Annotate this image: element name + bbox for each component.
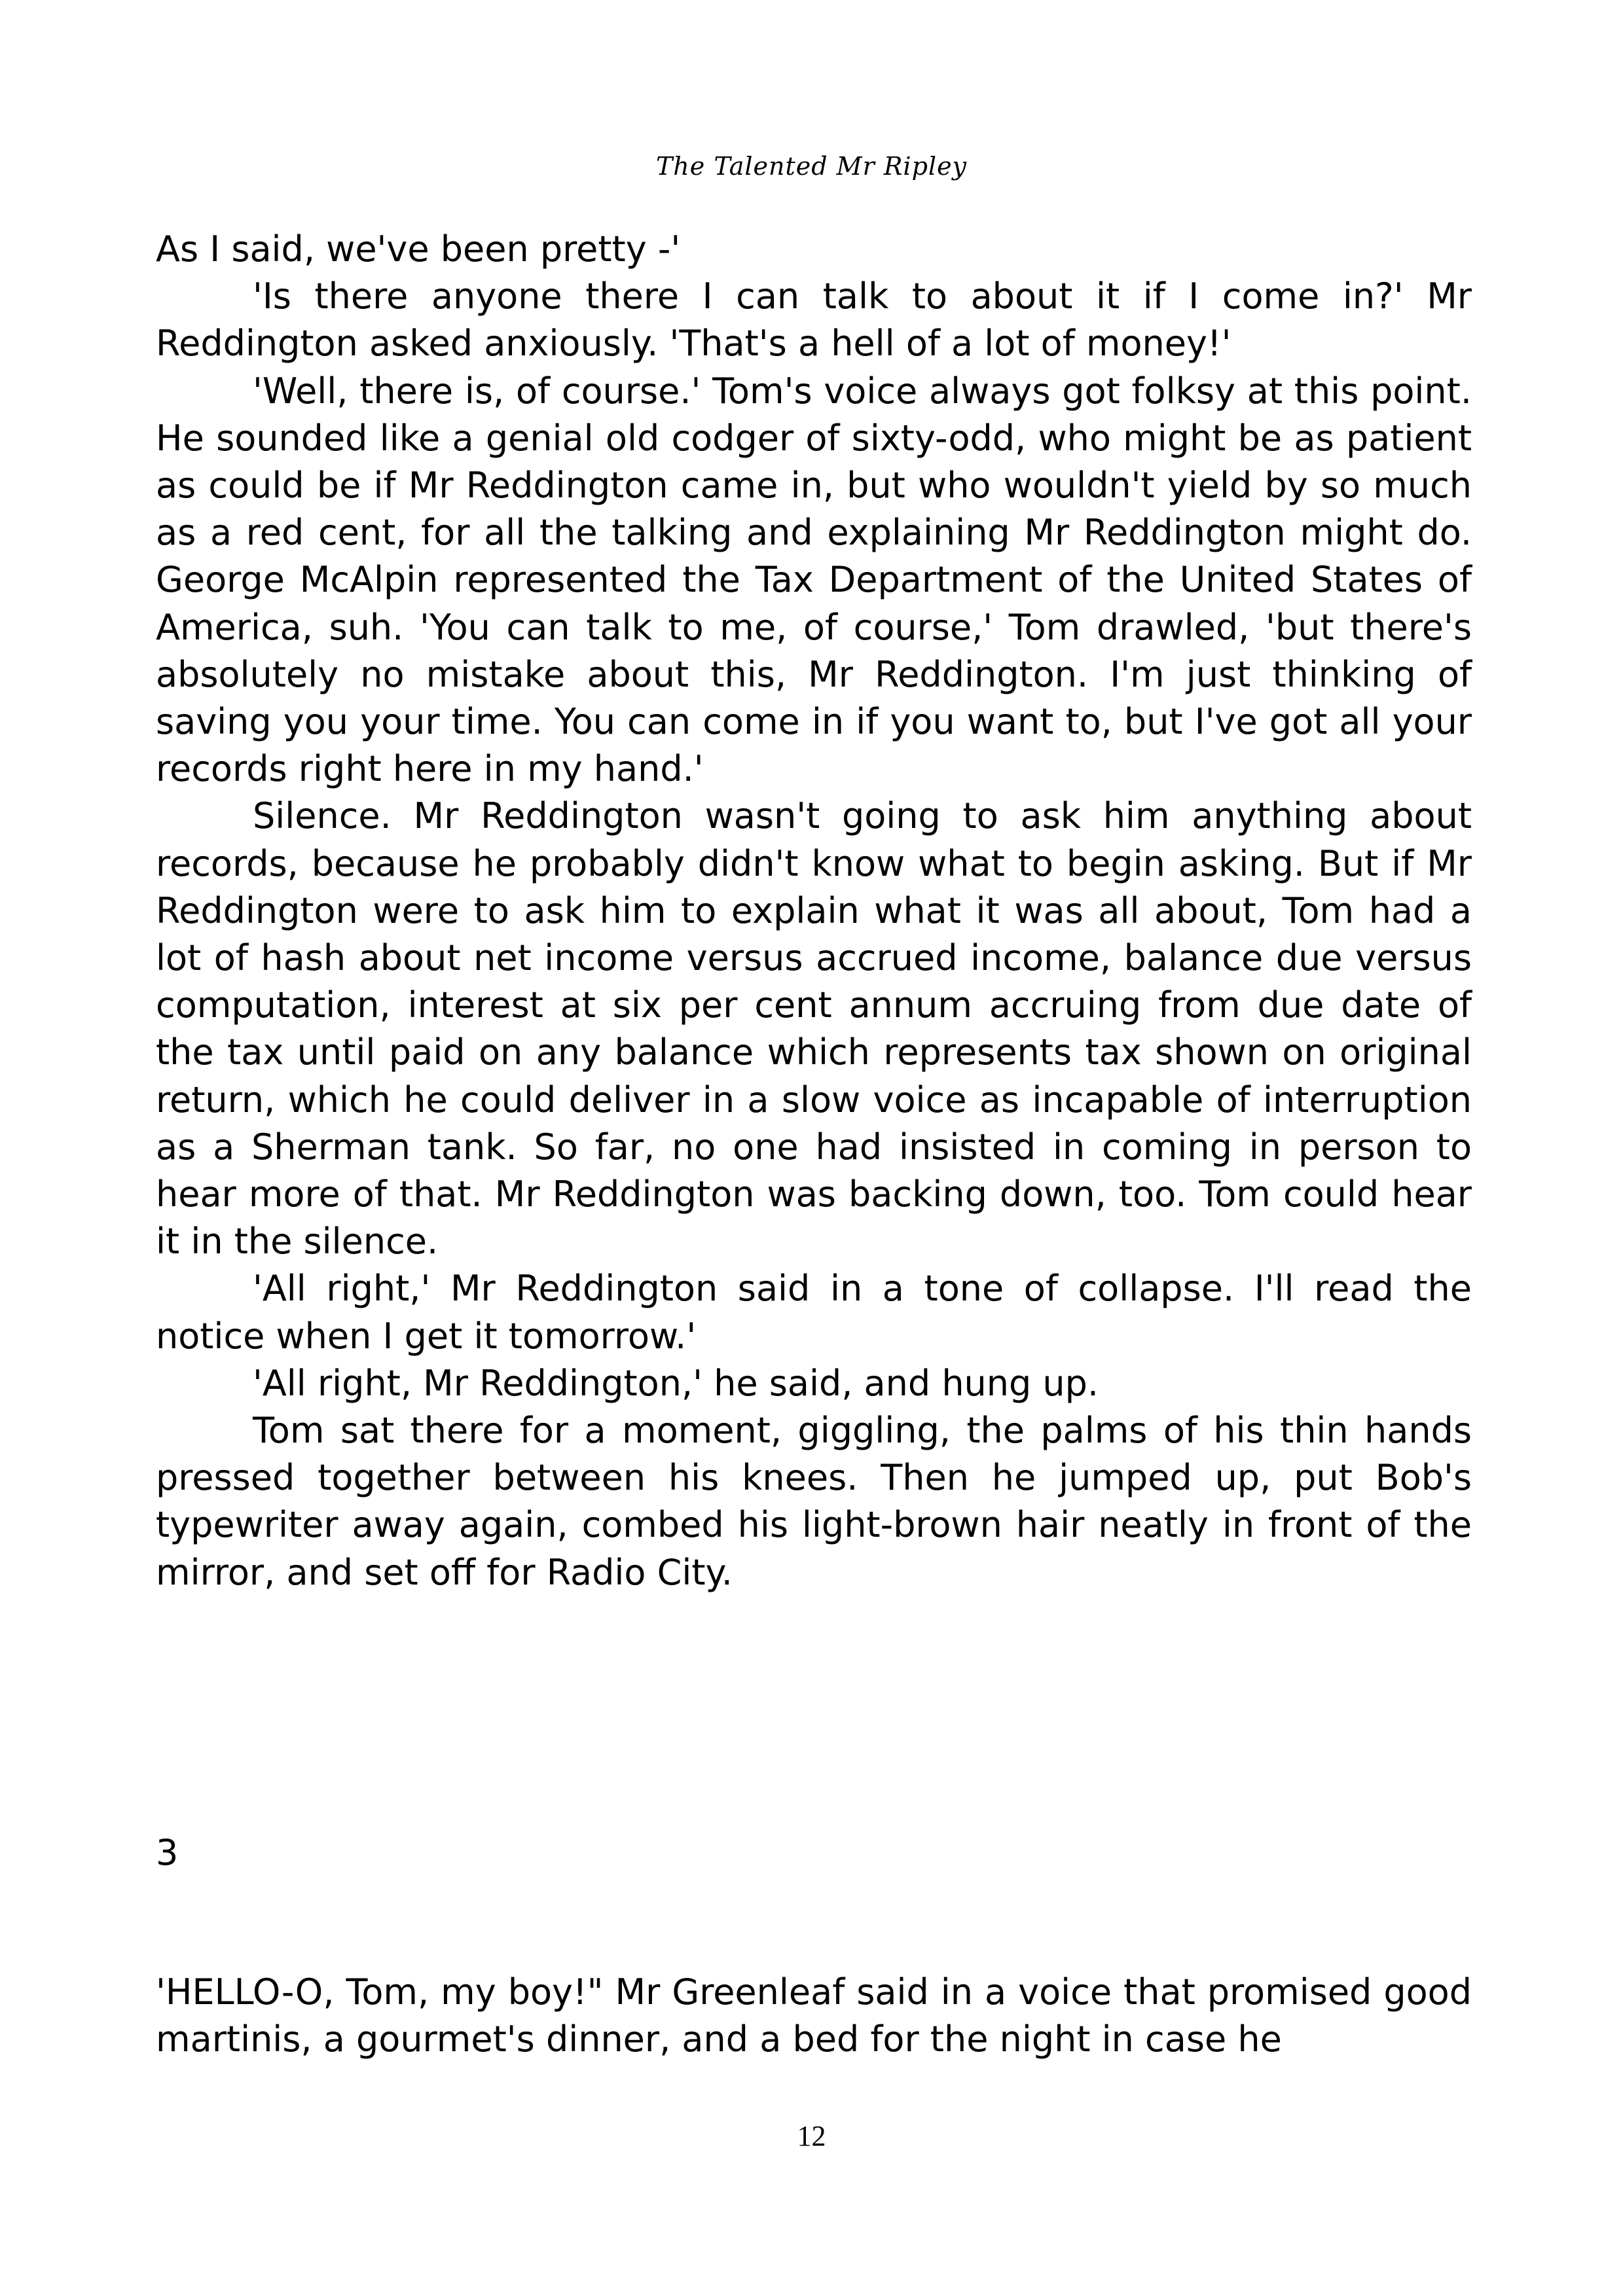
body-text [156,226,1472,1596]
paragraph: 'Well, there is, of course.' Tom's voice always got folksy at this point. He sounded like a genial old codger of sixty-odd, who might be as patient as could be if Mr Reddington came in, but who wouldn't yield by so much as a red cent, for all the talking and explaining Mr Reddington might do. George McAlpin represented the Tax Department of the United States of America, suh. 'You can talk to me, of course,' Tom drawled, 'but there's absolutely no mistake about this, Mr Reddington. I'm just thinking of saving you your time. You can come in if you want to, but I've got all your records right here in my hand.' [156,370,1472,790]
paragraph: 'All right,' Mr Reddington said in a tone of collapse. I'll read the notice when I get it tomorrow.' [156,1268,1472,1357]
paragraph: 'HELLO-O, Tom, my boy!" Mr Greenleaf said in a voice that promised good martinis, a gourmet's dinner, and a bed for the night in case he [156,1971,1472,2060]
paragraph: Tom sat there for a moment, giggling, the palms of his thin hands pressed together between his knees. Then he jumped up, put Bob's typewriter away again, combed his light-brown hair neatly in front of the mirror, and set off for Radio City. [156,1410,1472,1593]
paragraph: As I said, we've been pretty -' [156,228,681,270]
chapter-opening [156,1969,1472,2063]
running-header: The Talented Mr Ripley [655,152,968,181]
chapter-number: 3 [156,1832,179,1873]
paragraph: 'All right, Mr Reddington,' he said, and hung up. [253,1362,1099,1404]
paragraph: Silence. Mr Reddington wasn't going to ask him anything about records, because he probably didn't know what to begin asking. But if Mr Reddington were to ask him to explain what it was all about, Tom had a lot of hash about net income versus accrued income, balance due versus computation, interest at six per cent annum accruing from due date of the tax until paid on any balance which represents tax shown on original return, which he could deliver in a slow voice as incapable of interruption as a Sherman tank. So far, no one had insisted in coming in person to hear more of that. Mr Reddington was backing down, too. Tom could hear it in the silence. [156,795,1472,1263]
page-number: 12 [797,2120,826,2152]
paragraph: 'Is there anyone there I can talk to about it if I come in?' Mr Reddington asked anxiously. 'That's a hell of a lot of money!' [156,276,1472,365]
